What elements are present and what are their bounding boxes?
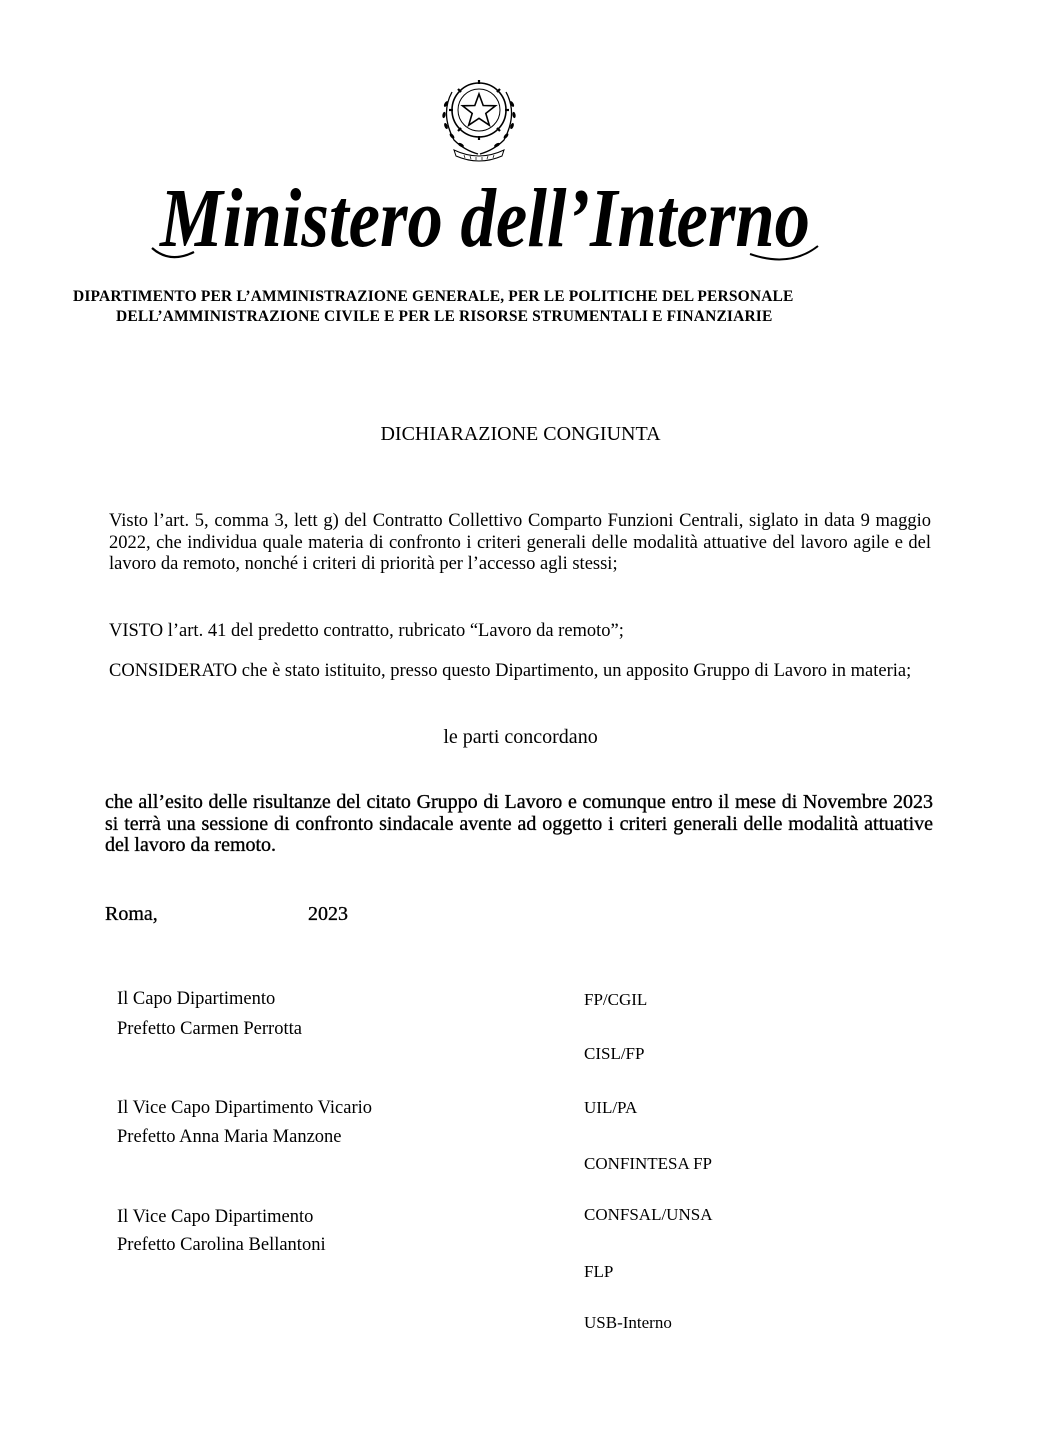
signatory-role-vice-vicario: Il Vice Capo Dipartimento Vicario	[117, 1098, 372, 1118]
union-confsal-unsa: CONFSAL/UNSA	[584, 1205, 713, 1224]
union-flp: FLP	[584, 1262, 614, 1281]
department-line-1: DIPARTIMENTO PER L’AMMINISTRAZIONE GENERALE, PER LE POLITICHE DEL PERSONALE	[73, 288, 794, 305]
union-usb-interno: USB-Interno	[584, 1313, 672, 1332]
signatory-name-vice: Prefetto Carolina Bellantoni	[117, 1235, 326, 1255]
signatory-name-vice-vicario: Prefetto Anna Maria Manzone	[117, 1127, 342, 1147]
date-year: 2023	[308, 903, 348, 925]
agreement-heading: le parti concordano	[443, 726, 598, 748]
paragraph-visto-art-41: VISTO l’art. 41 del predetto contratto, rubricato “Lavoro da remoto”;	[109, 621, 624, 641]
union-fp-cgil: FP/CGIL	[584, 990, 648, 1009]
department-line-2: DELL’AMMINISTRAZIONE CIVILE E PER LE RISORSE STRUMENTALI E FINANZIARIE	[116, 308, 773, 325]
signatory-role-capo: Il Capo Dipartimento	[117, 989, 276, 1009]
paragraph-visto-art-5: Visto l’art. 5, comma 3, lett g) del Contratto Collettivo Comparto Funzioni Centrali, siglato in data 9 maggio 2022, che individua quale materia di confronto i criteri generali delle modalità attuative del lavoro agile e del lavoro da remoto, nonché i criteri di priorità per l’accesso agli stessi;	[109, 511, 931, 574]
signatory-name-capo: Prefetto Carmen Perrotta	[117, 1019, 302, 1039]
ministry-logo	[150, 168, 820, 268]
signatory-role-vice: Il Vice Capo Dipartimento	[117, 1207, 314, 1227]
place-label: Roma,	[105, 903, 158, 925]
agreement-text: che all’esito delle risultanze del citato Gruppo di Lavoro e comunque entro il mese di Novembre 2023 si terrà una sessione di confronto sindacale avente ad oggetto i criteri generali delle modalità attuative del lavoro da remoto.	[105, 791, 933, 856]
union-confintesa-fp: CONFINTESA FP	[584, 1154, 713, 1173]
document-title: DICHIARAZIONE CONGIUNTA	[380, 423, 661, 445]
union-cisl-fp: CISL/FP	[584, 1044, 645, 1063]
emblem-icon	[434, 70, 524, 162]
union-uil-pa: UIL/PA	[584, 1098, 638, 1117]
paragraph-considerato: CONSIDERATO che è stato istituito, presso questo Dipartimento, un apposito Gruppo di Lavoro in materia;	[109, 661, 912, 681]
svg-text:Ministero dell’Interno: Ministero dell’Interno	[158, 172, 811, 265]
